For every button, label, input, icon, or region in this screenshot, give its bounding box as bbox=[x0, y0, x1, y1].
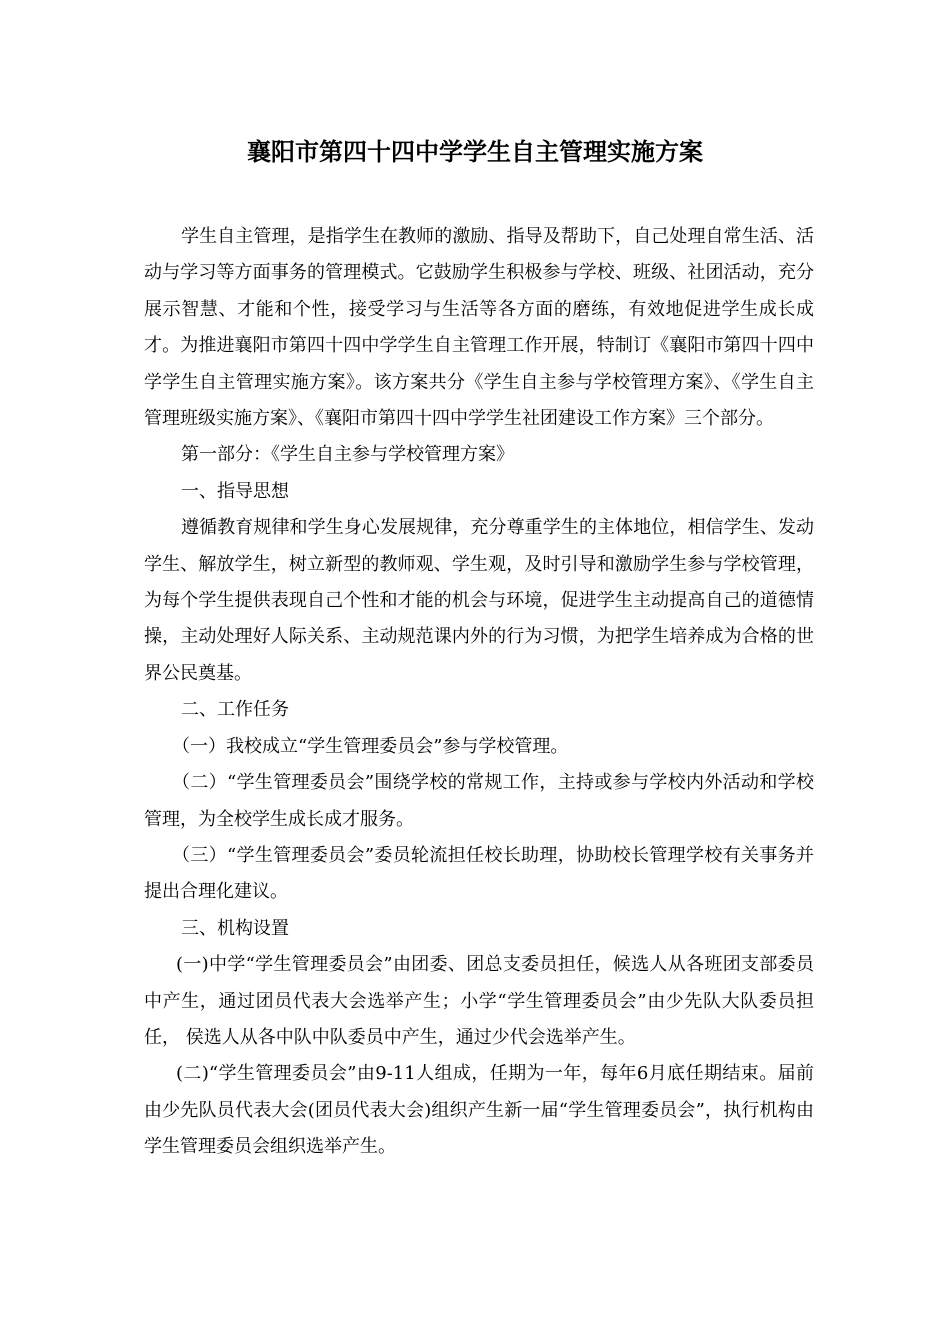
section-heading-organization: 三、机构设置 bbox=[181, 917, 289, 939]
document-title: 襄阳市第四十四中学学生自主管理实施方案 bbox=[247, 137, 703, 166]
organization-item-1: (一)中学“学生管理委员会”由团委、团总支委员担任，候选人从各班团支部委员中产生，通过团员代表大会选举产生；小学“学生管理委员会”由少先队大队委员担任， 侯选人从各中队中队委员中产生，通过少代会选举产生。 bbox=[144, 954, 814, 1048]
task-item-2: （二）“学生管理委员会”围绕学校的常规工作，主持或参与学校内外活动和学校管理，为全校学生成长成才服务。 bbox=[144, 772, 814, 830]
task-item-1: （一）我校成立“学生管理委员会”参与学校管理。 bbox=[172, 735, 569, 757]
task-item-3: （三）“学生管理委员会”委员轮流担任校长助理，协助校长管理学校有关事务并提出合理化建议。 bbox=[144, 844, 814, 903]
section-heading-guiding-ideology: 一、指导思想 bbox=[181, 480, 289, 502]
organization-item-2: (二)“学生管理委员会”由9-11人组成，任期为一年，每年6月底任期结束。届前由少先队员代表大会(团员代表大会)组织产生新一届“学生管理委员会”，执行机构由学生管理委员会组织选举产生。 bbox=[144, 1063, 814, 1158]
section-heading-work-tasks: 二、工作任务 bbox=[181, 699, 289, 721]
part-one-heading: 第一部分：《学生自主参与学校管理方案》 bbox=[181, 444, 514, 466]
document-body bbox=[144, 219, 814, 1166]
intro-paragraph: 学生自主管理，是指学生在教师的激励、指导及帮助下，自己处理自常生活、活动与学习等方面事务的管理模式。它鼓励学生积极参与学校、班级、社团活动，充分展示智慧、才能和个性，接受学习与生活等各方面的磨练，有效地促进学生成长成才。为推进襄阳市第四十四中学学生自主管理工作开展，特制订《襄阳市第四十四中学学生自主管理实施方案》。该方案共分《学生自主参与学校管理方案》、《学生自主管理班级实施方案》、《襄阳市第四十四中学学生社团建设工作方案》三个部分。 bbox=[144, 226, 814, 430]
guiding-ideology-paragraph: 遵循教育规律和学生身心发展规律，充分尊重学生的主体地位，相信学生、发动学生、解放学生，树立新型的教师观、学生观，及时引导和激励学生参与学校管理，为每个学生提供表现自己个性和才能的机会与环境，促进学生主动提高自己的道德情操，主动处理好人际关系、主动规范课内外的行为习惯，为把学生培养成为合格的世界公民奠基。 bbox=[144, 517, 814, 684]
